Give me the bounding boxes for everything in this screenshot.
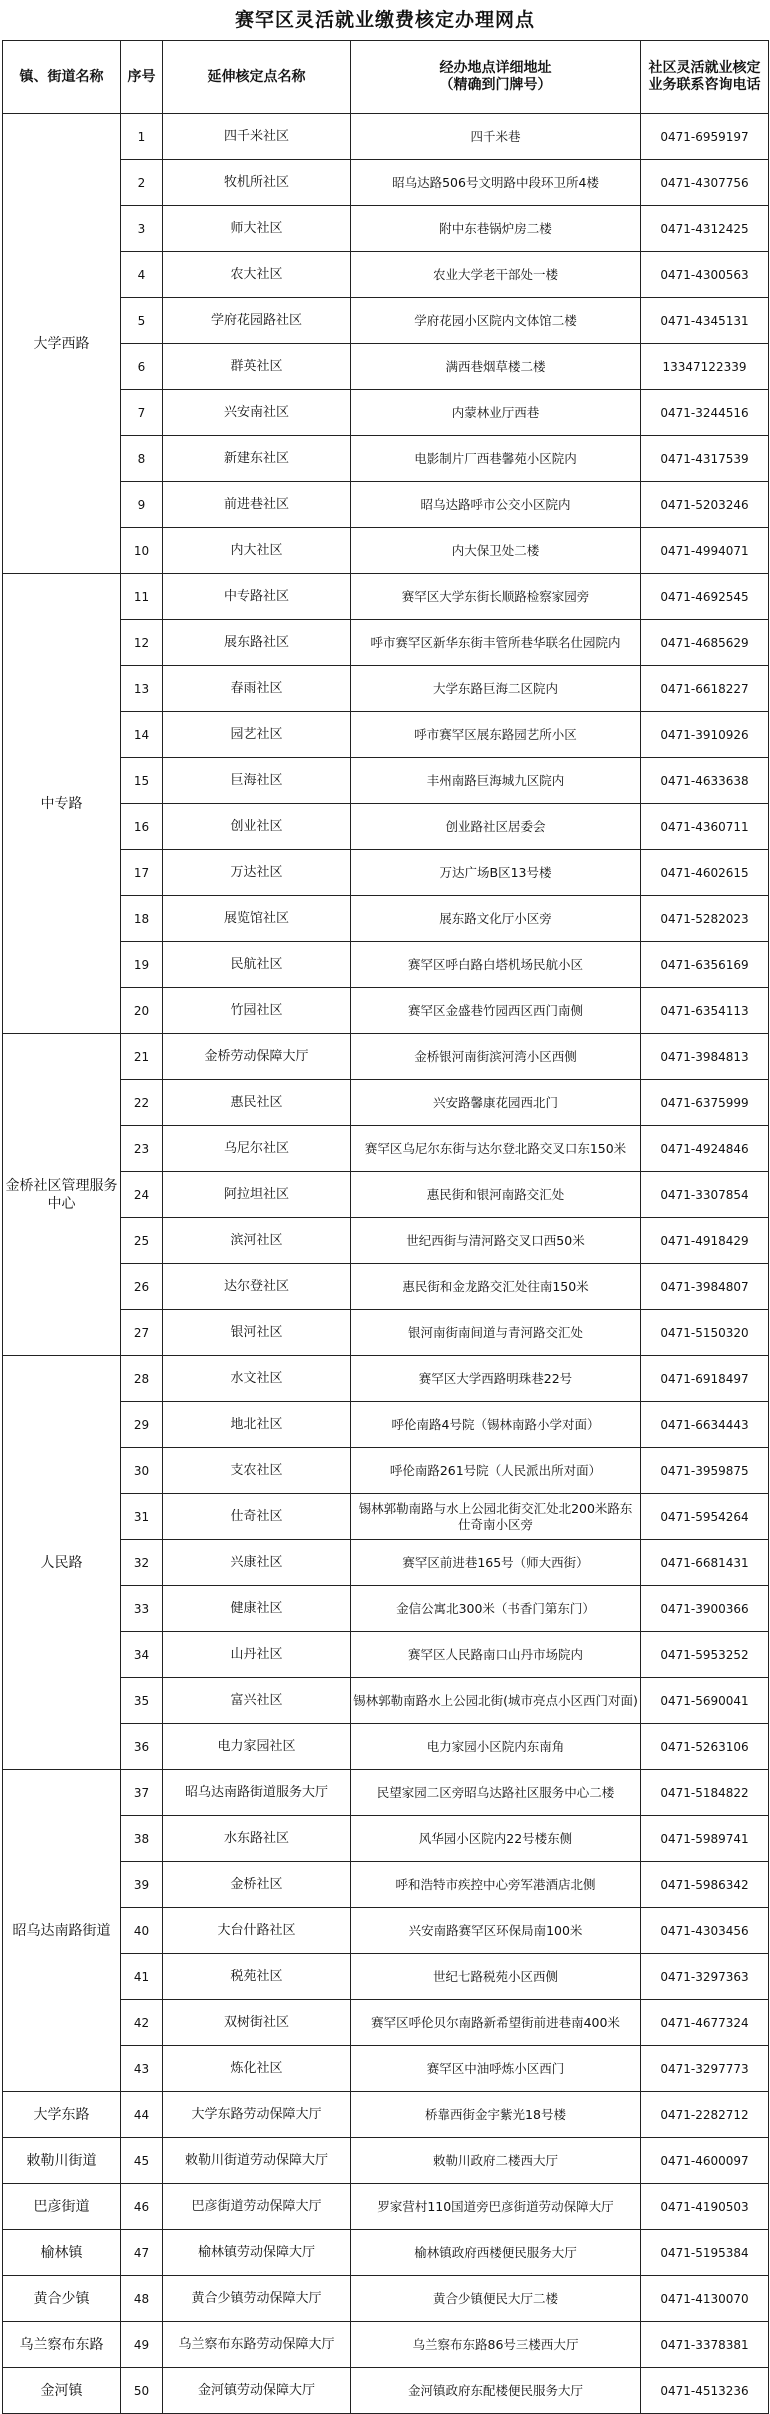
row-number-cell: 29 [121,1402,163,1448]
table-row [3,114,769,160]
address-cell: 金信公寓北300米（书香门第东门） [351,1586,641,1632]
address-cell: 罗家营村110国道旁巴彦街道劳动保障大厅 [351,2184,641,2230]
row-number-cell: 22 [121,1080,163,1126]
row-number-cell: 9 [121,482,163,528]
table-row [3,2184,769,2230]
address-cell: 昭乌达路呼市公交小区院内 [351,482,641,528]
address-cell: 惠民街和金龙路交汇处往南150米 [351,1264,641,1310]
address-cell: 赛罕区前进巷165号（师大西街） [351,1540,641,1586]
phone-cell: 0471-5986342 [641,1862,769,1908]
table-row [3,2138,769,2184]
address-cell: 赛罕区乌尼尔东街与达尔登北路交叉口东150米 [351,1126,641,1172]
row-number-cell: 5 [121,298,163,344]
table-body [3,114,769,2414]
phone-cell: 0471-6618227 [641,666,769,712]
site-name-cell: 巨海社区 [163,758,351,804]
town-name-cell: 敕勒川街道 [3,2138,121,2184]
row-number-cell: 34 [121,1632,163,1678]
row-number-cell: 20 [121,988,163,1034]
site-name-cell: 乌兰察布东路劳动保障大厅 [163,2322,351,2368]
town-name-cell: 大学东路 [3,2092,121,2138]
row-number-cell: 33 [121,1586,163,1632]
site-name-cell: 兴安南社区 [163,390,351,436]
address-cell: 呼市赛罕区展东路园艺所小区 [351,712,641,758]
row-number-cell: 28 [121,1356,163,1402]
table-row [3,2230,769,2276]
site-name-cell: 水文社区 [163,1356,351,1402]
row-number-cell: 2 [121,160,163,206]
row-number-cell: 14 [121,712,163,758]
phone-cell: 0471-2282712 [641,2092,769,2138]
phone-cell: 13347122339 [641,344,769,390]
town-name-cell: 榆林镇 [3,2230,121,2276]
site-name-cell: 巴彦街道劳动保障大厅 [163,2184,351,2230]
address-cell: 赛罕区金盛巷竹园西区西门南侧 [351,988,641,1034]
row-number-cell: 40 [121,1908,163,1954]
address-cell: 电力家园小区院内东南角 [351,1724,641,1770]
site-name-cell: 乌尼尔社区 [163,1126,351,1172]
phone-cell: 0471-5184822 [641,1770,769,1816]
address-cell: 兴安南路赛罕区环保局南100米 [351,1908,641,1954]
address-cell: 创业路社区居委会 [351,804,641,850]
site-name-cell: 园艺社区 [163,712,351,758]
site-name-cell: 电力家园社区 [163,1724,351,1770]
table-row [3,1356,769,1402]
row-number-cell: 23 [121,1126,163,1172]
phone-cell: 0471-3307854 [641,1172,769,1218]
site-name-cell: 内大社区 [163,528,351,574]
table-row [3,1034,769,1080]
address-cell: 桥靠西街金宇紫光18号楼 [351,2092,641,2138]
site-name-cell: 展东路社区 [163,620,351,666]
phone-cell: 0471-4924846 [641,1126,769,1172]
address-cell: 展东路文化厅小区旁 [351,896,641,942]
site-name-cell: 惠民社区 [163,1080,351,1126]
address-cell: 世纪七路税苑小区西侧 [351,1954,641,2000]
address-cell: 赛罕区中油呼炼小区西门 [351,2046,641,2092]
site-name-cell: 新建东社区 [163,436,351,482]
address-cell: 惠民街和银河南路交汇处 [351,1172,641,1218]
row-number-cell: 10 [121,528,163,574]
row-number-cell: 43 [121,2046,163,2092]
site-name-cell: 达尔登社区 [163,1264,351,1310]
address-cell: 世纪西街与清河路交叉口西50米 [351,1218,641,1264]
row-number-cell: 45 [121,2138,163,2184]
address-cell: 风华园小区院内22号楼东侧 [351,1816,641,1862]
phone-cell: 0471-6918497 [641,1356,769,1402]
site-name-cell: 四千米社区 [163,114,351,160]
row-number-cell: 38 [121,1816,163,1862]
row-number-cell: 19 [121,942,163,988]
address-cell: 呼和浩特市疾控中心旁军港酒店北侧 [351,1862,641,1908]
site-name-cell: 群英社区 [163,344,351,390]
address-cell: 昭乌达路506号文明路中段环卫所4楼 [351,160,641,206]
site-name-cell: 大学东路劳动保障大厅 [163,2092,351,2138]
phone-cell: 0471-3900366 [641,1586,769,1632]
phone-cell: 0471-4317539 [641,436,769,482]
row-number-cell: 49 [121,2322,163,2368]
address-cell: 赛罕区呼白路白塔机场民航小区 [351,942,641,988]
phone-cell: 0471-5150320 [641,1310,769,1356]
phone-cell: 0471-4312425 [641,206,769,252]
row-number-cell: 21 [121,1034,163,1080]
phone-cell: 0471-4692545 [641,574,769,620]
row-number-cell: 25 [121,1218,163,1264]
site-name-cell: 学府花园路社区 [163,298,351,344]
row-number-cell: 8 [121,436,163,482]
site-name-cell: 榆林镇劳动保障大厅 [163,2230,351,2276]
site-name-cell: 前进巷社区 [163,482,351,528]
phone-cell: 0471-3297363 [641,1954,769,2000]
address-cell: 锡林郭勒南路水上公园北街(城市亮点小区西门对面) [351,1678,641,1724]
row-number-cell: 11 [121,574,163,620]
phone-cell: 0471-3984807 [641,1264,769,1310]
site-name-cell: 金河镇劳动保障大厅 [163,2368,351,2414]
site-name-cell: 银河社区 [163,1310,351,1356]
address-cell: 敕勒川政府二楼西大厅 [351,2138,641,2184]
phone-cell: 0471-3244516 [641,390,769,436]
row-number-cell: 32 [121,1540,163,1586]
address-cell: 黄合少镇便民大厅二楼 [351,2276,641,2322]
address-cell: 呼市赛罕区新华东街丰管所巷华联名仕园院内 [351,620,641,666]
site-name-cell: 金桥劳动保障大厅 [163,1034,351,1080]
address-cell: 赛罕区大学东街长顺路检察家园旁 [351,574,641,620]
address-cell: 榆林镇政府西楼便民服务大厅 [351,2230,641,2276]
row-number-cell: 13 [121,666,163,712]
address-cell: 呼伦南路4号院（锡林南路小学对面） [351,1402,641,1448]
address-cell: 农业大学老干部处一楼 [351,252,641,298]
address-cell: 赛罕区呼伦贝尔南路新希望街前进巷南400米 [351,2000,641,2046]
site-name-cell: 炼化社区 [163,2046,351,2092]
row-number-cell: 44 [121,2092,163,2138]
phone-cell: 0471-4685629 [641,620,769,666]
town-name-cell: 金河镇 [3,2368,121,2414]
site-name-cell: 仕奇社区 [163,1494,351,1540]
phone-cell: 0471-3297773 [641,2046,769,2092]
phone-cell: 0471-6356169 [641,942,769,988]
address-cell: 万达广场B区13号楼 [351,850,641,896]
row-number-cell: 17 [121,850,163,896]
site-name-cell: 民航社区 [163,942,351,988]
address-cell: 赛罕区人民路南口山丹市场院内 [351,1632,641,1678]
town-name-cell: 乌兰察布东路 [3,2322,121,2368]
site-name-cell: 支农社区 [163,1448,351,1494]
phone-cell: 0471-3959875 [641,1448,769,1494]
phone-cell: 0471-3378381 [641,2322,769,2368]
table-row [3,2368,769,2414]
table-header-row [3,41,769,114]
phone-cell: 0471-4918429 [641,1218,769,1264]
row-number-cell: 3 [121,206,163,252]
phone-cell: 0471-4307756 [641,160,769,206]
row-number-cell: 18 [121,896,163,942]
row-number-cell: 41 [121,1954,163,2000]
row-number-cell: 35 [121,1678,163,1724]
phone-cell: 0471-6959197 [641,114,769,160]
site-name-cell: 万达社区 [163,850,351,896]
site-name-cell: 昭乌达南路街道服务大厅 [163,1770,351,1816]
town-name-cell: 中专路 [3,574,121,1034]
address-cell: 银河南街南间道与青河路交汇处 [351,1310,641,1356]
phone-cell: 0471-3910926 [641,712,769,758]
header-phone: 社区灵活就业核定业务联系咨询电话 [641,41,769,114]
phone-cell: 0471-4300563 [641,252,769,298]
page-title: 赛罕区灵活就业缴费核定办理网点 [234,9,535,31]
site-name-cell: 展览馆社区 [163,896,351,942]
site-name-cell: 竹园社区 [163,988,351,1034]
site-name-cell: 黄合少镇劳动保障大厅 [163,2276,351,2322]
table-row [3,2322,769,2368]
address-cell: 民望家园二区旁昭乌达路社区服务中心二楼 [351,1770,641,1816]
phone-cell: 0471-4345131 [641,298,769,344]
row-number-cell: 1 [121,114,163,160]
phone-cell: 0471-5263106 [641,1724,769,1770]
header-site-name: 延伸核定点名称 [163,41,351,114]
table-row [3,1770,769,1816]
row-number-cell: 42 [121,2000,163,2046]
address-cell: 乌兰察布东路86号三楼西大厅 [351,2322,641,2368]
town-name-cell: 黄合少镇 [3,2276,121,2322]
phone-cell: 0471-6354113 [641,988,769,1034]
table-row [3,2276,769,2322]
phone-cell: 0471-4994071 [641,528,769,574]
row-number-cell: 24 [121,1172,163,1218]
row-number-cell: 39 [121,1862,163,1908]
town-name-cell: 金桥社区管理服务中心 [3,1034,121,1356]
row-number-cell: 50 [121,2368,163,2414]
service-points-table [2,40,769,2414]
address-cell: 学府花园小区院内文体馆二楼 [351,298,641,344]
row-number-cell: 7 [121,390,163,436]
site-name-cell: 大台什路社区 [163,1908,351,1954]
phone-cell: 0471-5954264 [641,1494,769,1540]
address-cell: 金河镇政府东配楼便民服务大厅 [351,2368,641,2414]
town-name-cell: 人民路 [3,1356,121,1770]
site-name-cell: 春雨社区 [163,666,351,712]
site-name-cell: 金桥社区 [163,1862,351,1908]
address-cell: 大学东路巨海二区院内 [351,666,641,712]
row-number-cell: 30 [121,1448,163,1494]
row-number-cell: 47 [121,2230,163,2276]
site-name-cell: 农大社区 [163,252,351,298]
site-name-cell: 创业社区 [163,804,351,850]
phone-cell: 0471-6375999 [641,1080,769,1126]
phone-cell: 0471-5203246 [641,482,769,528]
row-number-cell: 48 [121,2276,163,2322]
row-number-cell: 27 [121,1310,163,1356]
row-number-cell: 4 [121,252,163,298]
phone-cell: 0471-6634443 [641,1402,769,1448]
site-name-cell: 师大社区 [163,206,351,252]
site-name-cell: 税苑社区 [163,1954,351,2000]
site-name-cell: 兴康社区 [163,1540,351,1586]
row-number-cell: 26 [121,1264,163,1310]
site-name-cell: 敕勒川街道劳动保障大厅 [163,2138,351,2184]
phone-cell: 0471-4677324 [641,2000,769,2046]
phone-cell: 0471-4303456 [641,1908,769,1954]
town-name-cell: 昭乌达南路街道 [3,1770,121,2092]
site-name-cell: 牧机所社区 [163,160,351,206]
header-address: 经办地点详细地址 （精确到门牌号） [351,41,641,114]
phone-cell: 0471-5195384 [641,2230,769,2276]
address-cell: 满西巷烟草楼二楼 [351,344,641,390]
phone-cell: 0471-5953252 [641,1632,769,1678]
row-number-cell: 6 [121,344,163,390]
phone-cell: 0471-3984813 [641,1034,769,1080]
address-cell: 电影制片厂西巷馨苑小区院内 [351,436,641,482]
header-town: 镇、街道名称 [3,41,121,114]
table-row [3,574,769,620]
site-name-cell: 地北社区 [163,1402,351,1448]
town-name-cell: 巴彦街道 [3,2184,121,2230]
address-cell: 内大保卫处二楼 [351,528,641,574]
site-name-cell: 山丹社区 [163,1632,351,1678]
header-number: 序号 [121,41,163,114]
address-cell: 呼伦南路261号院（人民派出所对面） [351,1448,641,1494]
phone-cell: 0471-4513236 [641,2368,769,2414]
row-number-cell: 31 [121,1494,163,1540]
phone-cell: 0471-4190503 [641,2184,769,2230]
table-row [3,2092,769,2138]
site-name-cell: 富兴社区 [163,1678,351,1724]
site-name-cell: 阿拉坦社区 [163,1172,351,1218]
row-number-cell: 46 [121,2184,163,2230]
row-number-cell: 12 [121,620,163,666]
phone-cell: 0471-5989741 [641,1816,769,1862]
phone-cell: 0471-4602615 [641,850,769,896]
address-cell: 内蒙林业厅西巷 [351,390,641,436]
row-number-cell: 16 [121,804,163,850]
phone-cell: 0471-6681431 [641,1540,769,1586]
phone-cell: 0471-4360711 [641,804,769,850]
row-number-cell: 37 [121,1770,163,1816]
address-cell: 四千米巷 [351,114,641,160]
phone-cell: 0471-5690041 [641,1678,769,1724]
phone-cell: 0471-4633638 [641,758,769,804]
town-name-cell: 大学西路 [3,114,121,574]
address-cell: 附中东巷锅炉房二楼 [351,206,641,252]
site-name-cell: 双树街社区 [163,2000,351,2046]
phone-cell: 0471-4600097 [641,2138,769,2184]
address-cell: 赛罕区大学西路明珠巷22号 [351,1356,641,1402]
address-cell: 锡林郭勒南路与水上公园北街交汇处北200米路东仕奇南小区旁 [351,1494,641,1540]
row-number-cell: 36 [121,1724,163,1770]
site-name-cell: 滨河社区 [163,1218,351,1264]
address-cell: 兴安路馨康花园西北门 [351,1080,641,1126]
phone-cell: 0471-5282023 [641,896,769,942]
address-cell: 金桥银河南街滨河湾小区西侧 [351,1034,641,1080]
address-cell: 丰州南路巨海城九区院内 [351,758,641,804]
phone-cell: 0471-4130070 [641,2276,769,2322]
site-name-cell: 健康社区 [163,1586,351,1632]
row-number-cell: 15 [121,758,163,804]
site-name-cell: 中专路社区 [163,574,351,620]
site-name-cell: 水东路社区 [163,1816,351,1862]
